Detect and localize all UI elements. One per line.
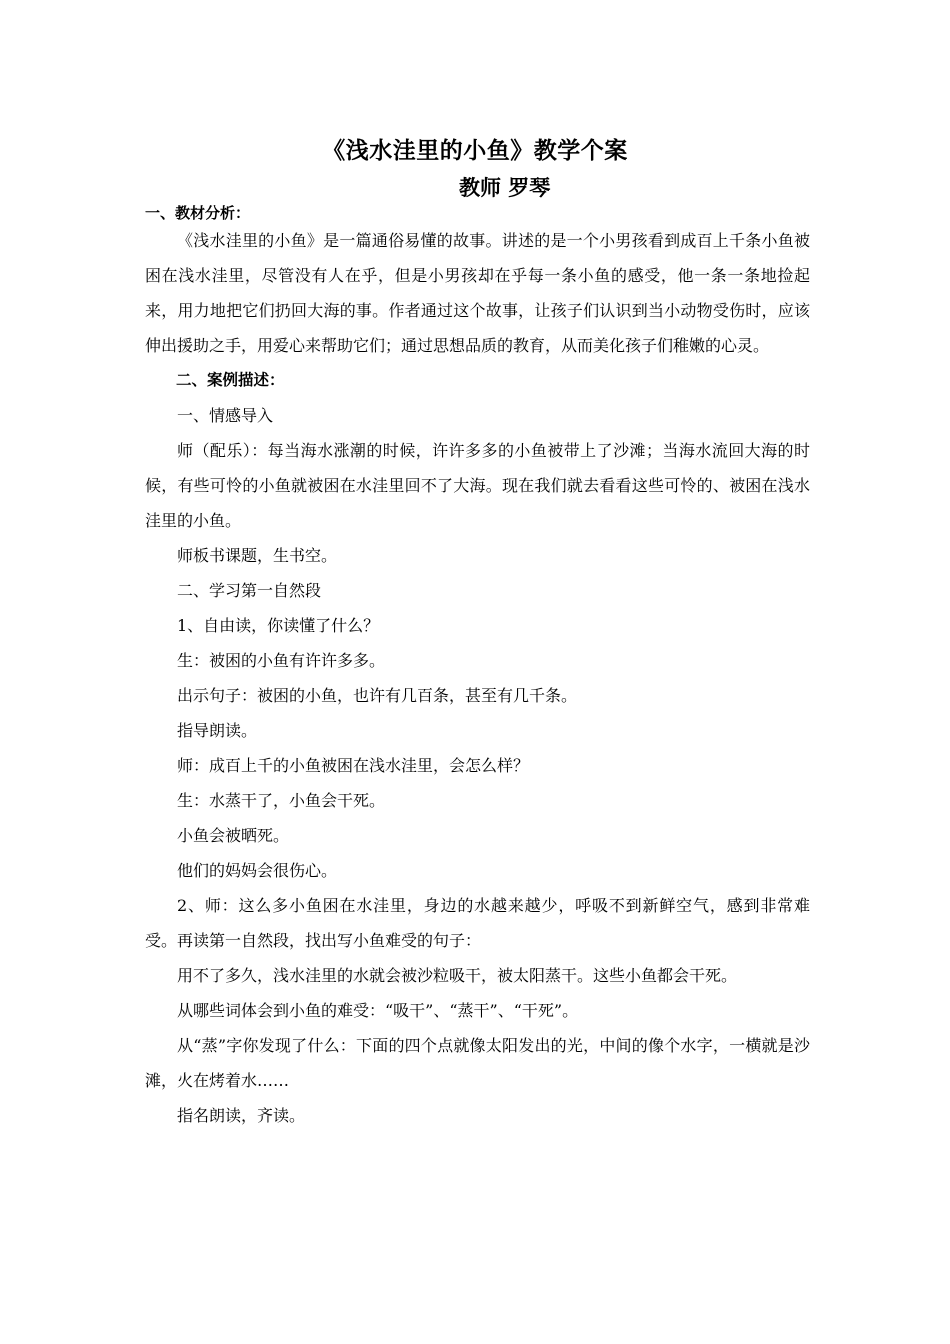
paragraph-analysis: 《浅水洼里的小鱼》是一篇通俗易懂的故事。讲述的是一个小男孩看到成百上千条小鱼被困在浅水洼里，尽管没有人在乎，但是小男孩却在乎每一条小鱼的感受，他一条一条地捡起来，用力地把它们扔回大海的事。作者通过这个故事，让孩子们认识到当小动物受伤时，应该伸出援助之手，用爱心来帮助它们；通过思想品质的教育，从而美化孩子们稚嫩的心灵。 [145, 231, 810, 355]
document-title: 《浅水洼里的小鱼》教学个案 [322, 138, 628, 164]
paragraph: 从“蒸”字你发现了什么：下面的四个点就像太阳发出的光，中间的像个水字，一横就是沙滩，火在烤着水…… [145, 1036, 810, 1090]
subheading-emotional-intro: 一、情感导入 [177, 406, 274, 425]
paragraph: 指导朗读。 [177, 721, 258, 740]
paragraph: 生：水蒸干了，小鱼会干死。 [177, 791, 386, 810]
paragraph: 出示句子：被困的小鱼，也许有几百条，甚至有几千条。 [177, 686, 578, 705]
section-heading-textbook-analysis: 一、教材分析： [145, 204, 251, 222]
paragraph: 他们的妈妈会很伤心。 [177, 861, 338, 880]
section-heading-case-description: 二、案例描述： [176, 371, 285, 389]
paragraph: 师板书课题，生书空。 [177, 546, 338, 565]
paragraph: 从哪些词体会到小鱼的难受：“吸干”、“蒸干”、“干死”。 [177, 1001, 579, 1020]
paragraph: 小鱼会被晒死。 [177, 826, 290, 845]
paragraph: 用不了多久，浅水洼里的水就会被沙粒吸干，被太阳蒸干。这些小鱼都会干死。 [177, 966, 738, 985]
author-line: 教师 罗琴 [459, 176, 551, 200]
paragraph: 师：成百上千的小鱼被困在浅水洼里，会怎么样？ [177, 756, 530, 775]
paragraph: 生：被困的小鱼有许许多多。 [177, 651, 386, 670]
paragraph: 1、自由读，你读懂了什么？ [177, 616, 380, 635]
paragraph: 2、师：这么多小鱼困在水洼里，身边的水越来越少，呼吸不到新鲜空气，感到非常难受。再读第一自然段，找出写小鱼难受的句子： [145, 896, 810, 950]
subheading-first-paragraph: 二、学习第一自然段 [177, 581, 322, 600]
paragraph: 指名朗读，齐读。 [177, 1106, 306, 1125]
paragraph: 师（配乐）：每当海水涨潮的时候，许许多多的小鱼被带上了沙滩；当海水流回大海的时候，有些可怜的小鱼就被困在水洼里回不了大海。现在我们就去看看这些可怜的、被困在浅水洼里的小鱼。 [145, 441, 810, 530]
document-body [145, 223, 810, 1133]
